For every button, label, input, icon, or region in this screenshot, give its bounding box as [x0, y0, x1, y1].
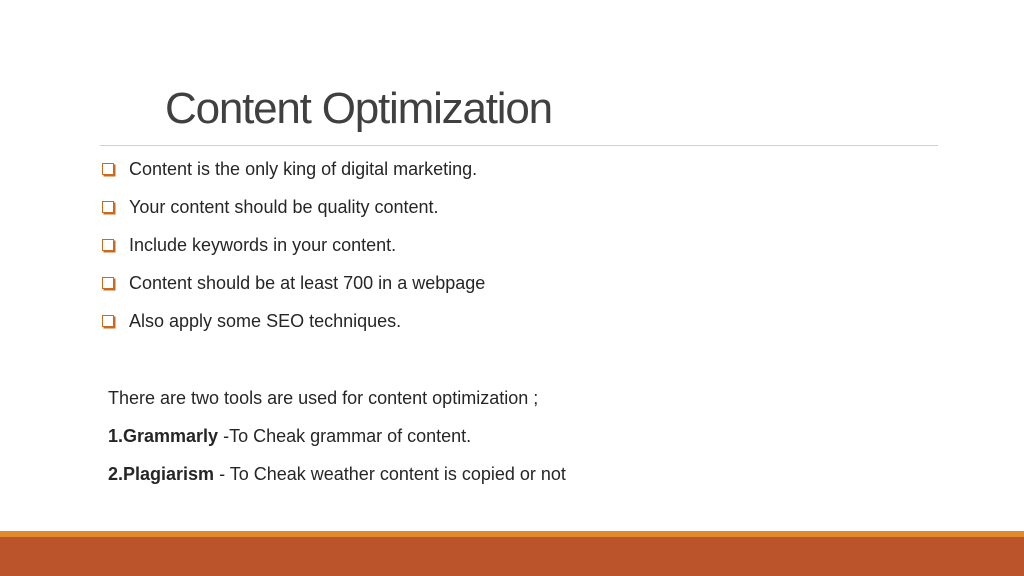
tools-intro: There are two tools are used for content optimization ;: [108, 388, 539, 408]
tool-description: -To Cheak grammar of content.: [218, 426, 472, 446]
checkbox-bullet-icon: [102, 163, 114, 175]
bullet-item: [100, 232, 485, 270]
footer-band: [0, 537, 1024, 576]
bullet-item: [100, 308, 485, 346]
checkbox-bullet-icon: [102, 277, 114, 289]
tools-section: [108, 385, 566, 499]
bullet-text: Also apply some SEO techniques.: [129, 311, 402, 331]
bullet-text: Include keywords in your content.: [129, 235, 397, 255]
title-divider: [100, 145, 938, 146]
bullet-list: [100, 156, 485, 346]
tool-item-plagiarism: [108, 461, 566, 499]
checkbox-bullet-icon: [102, 315, 114, 327]
bullet-text: Content should be at least 700 in a webpage: [129, 273, 486, 293]
tool-name: 2.Plagiarism: [108, 464, 215, 484]
tool-name: 1.Grammarly: [108, 426, 219, 446]
bullet-item: [100, 156, 485, 194]
checkbox-bullet-icon: [102, 239, 114, 251]
tool-description: - To Cheak weather content is copied or not: [214, 464, 566, 484]
bullet-item: [100, 194, 485, 232]
bullet-text: Content is the only king of digital marketing.: [129, 159, 478, 179]
tool-item-grammarly: [108, 423, 566, 461]
checkbox-bullet-icon: [102, 201, 114, 213]
bullet-text: Your content should be quality content.: [129, 197, 439, 217]
slide-title: Content Optimization: [165, 84, 552, 133]
bullet-item: [100, 270, 485, 308]
